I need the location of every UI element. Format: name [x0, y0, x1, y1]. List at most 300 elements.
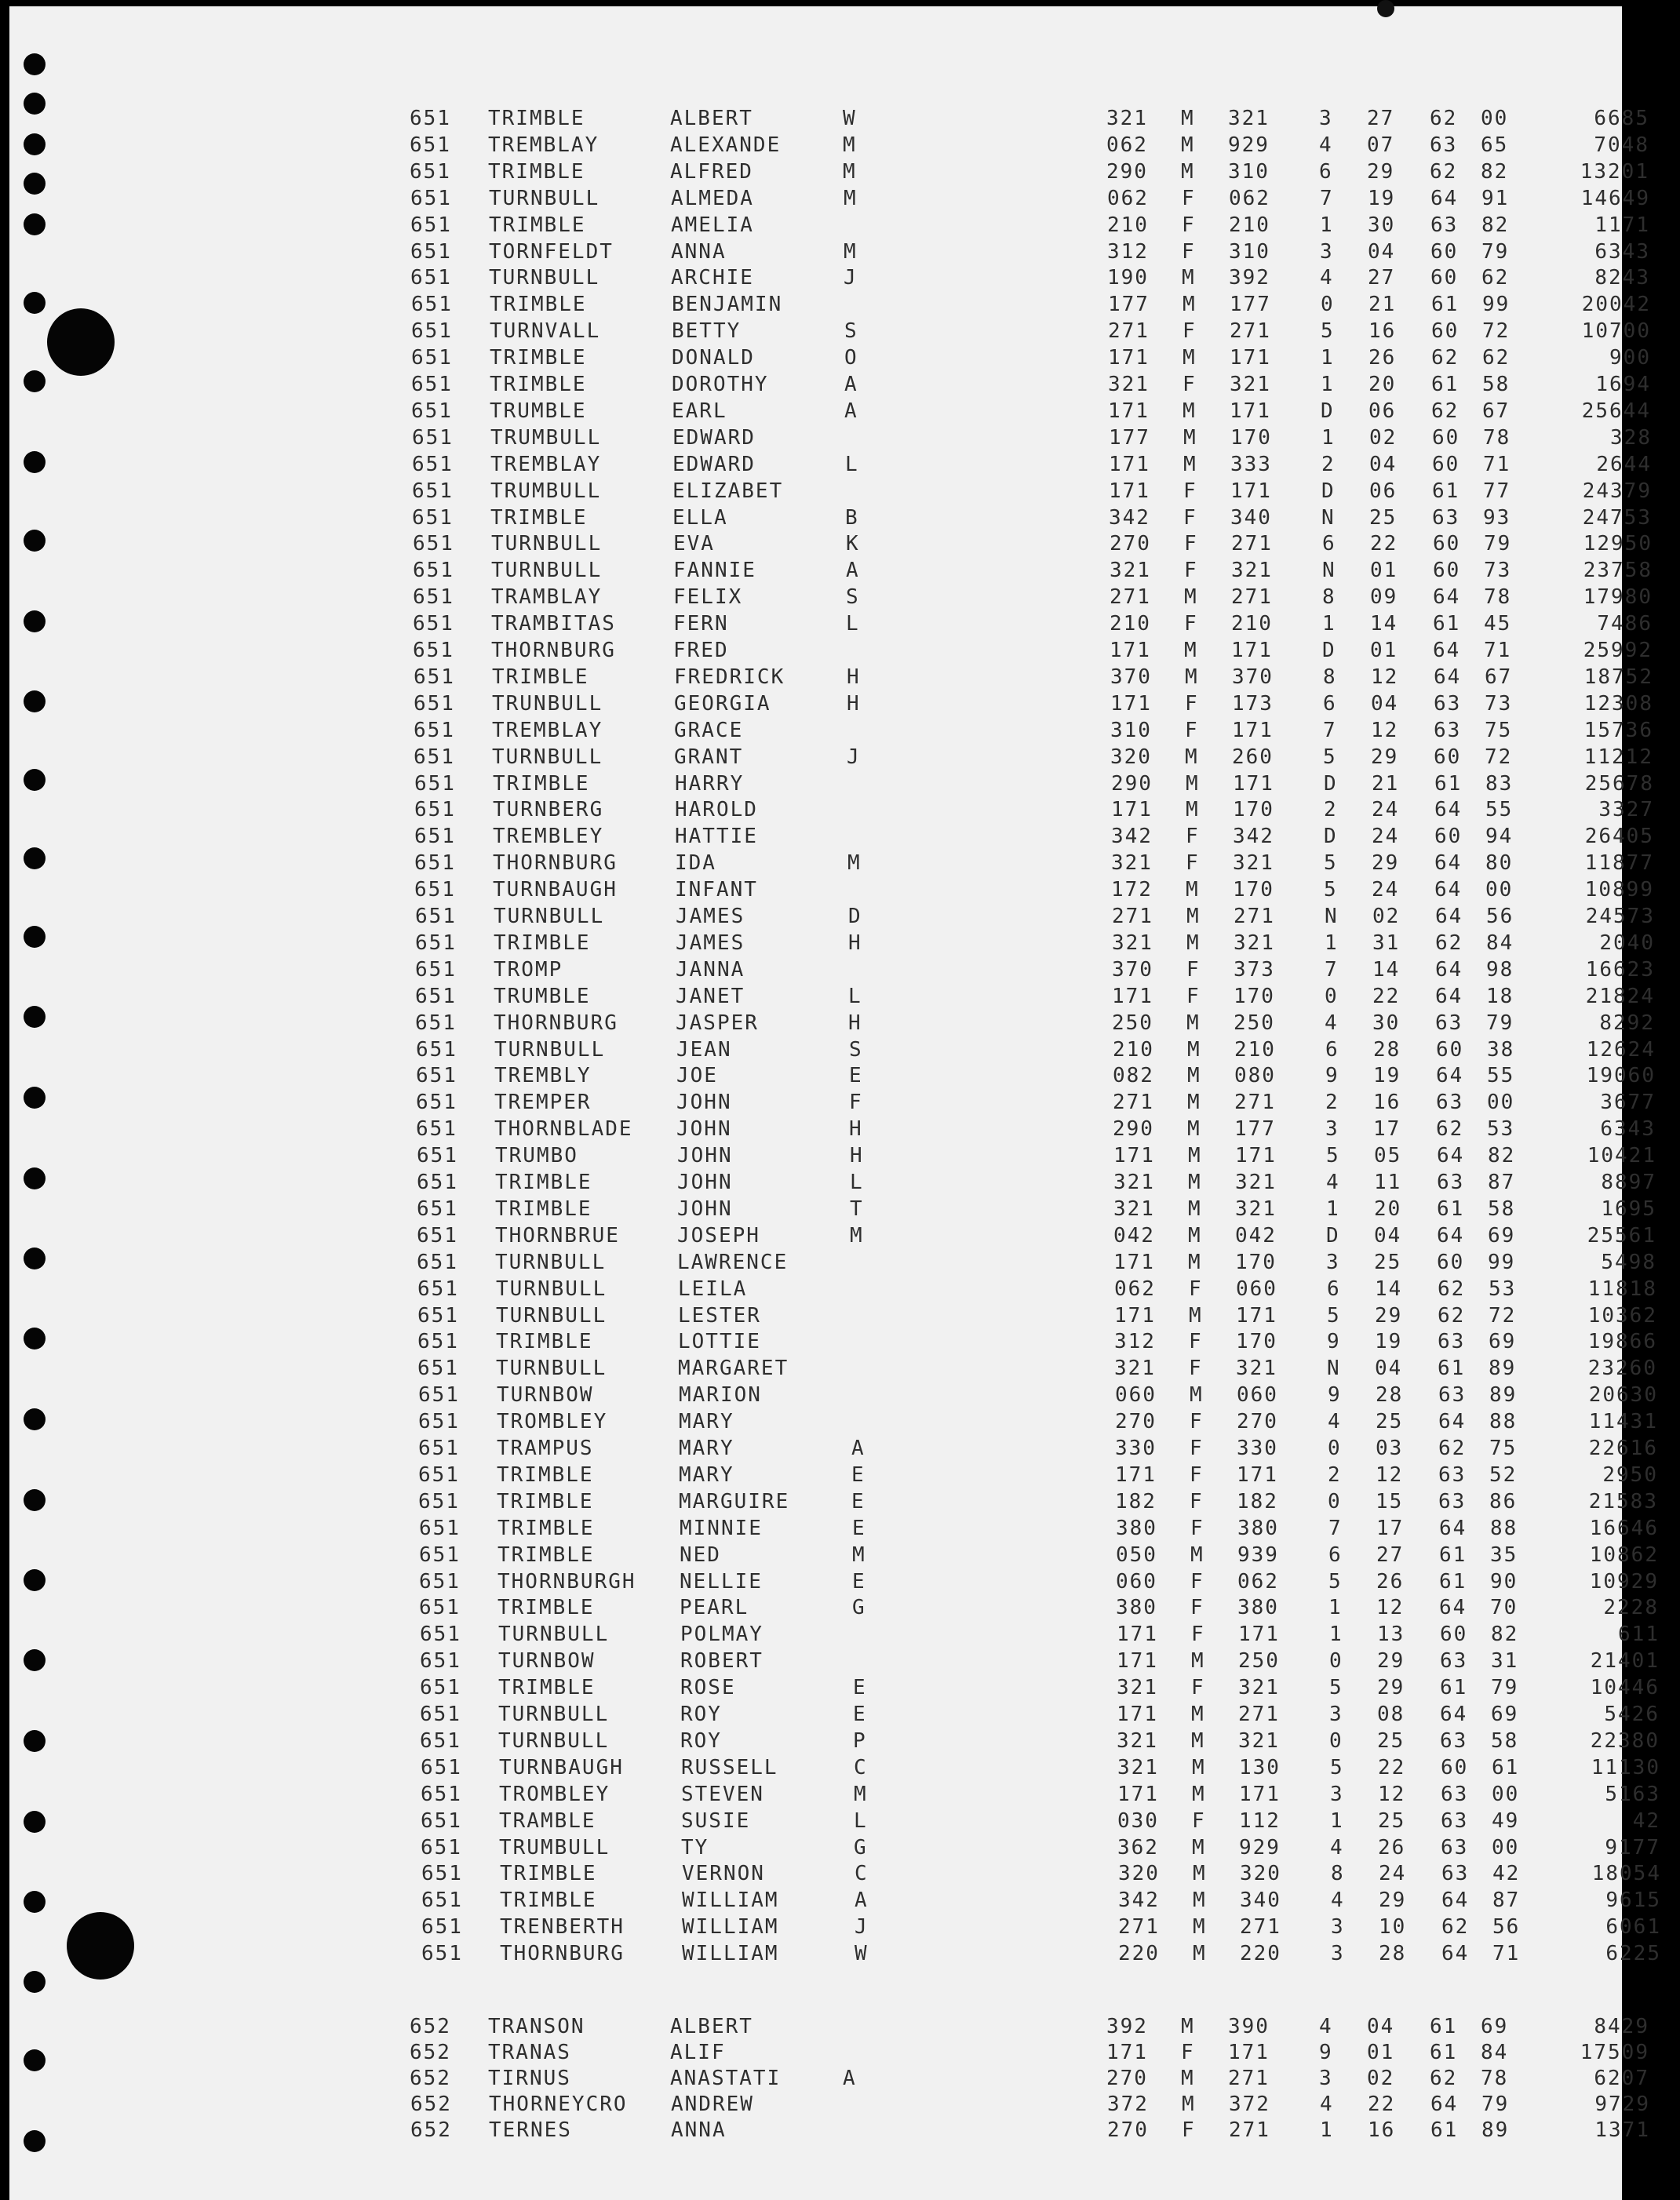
cell-d3: 62 — [1430, 160, 1458, 184]
cell-num: 3677 — [1600, 1091, 1656, 1114]
cell-d1: 1 — [1330, 1809, 1344, 1833]
cell-code1: 380 — [1116, 1517, 1157, 1540]
cell-first: MARY — [679, 1437, 734, 1460]
cell-d2: 04 — [1367, 2015, 1395, 2038]
cell-d2: 22 — [1370, 532, 1398, 555]
cell-d1: D — [1322, 639, 1336, 662]
cell-last: TRUMBLE — [494, 985, 591, 1008]
cell-sex: M — [1184, 639, 1198, 662]
cell-d1: 0 — [1321, 293, 1335, 316]
cell-code1: 270 — [1106, 2067, 1148, 2090]
cell-d1: N — [1321, 506, 1336, 530]
cell-d4: 70 — [1490, 1596, 1518, 1619]
cell-sex: M — [1193, 1889, 1207, 1912]
cell-d3: 60 — [1436, 1038, 1464, 1062]
cell-sex: F — [1189, 1277, 1203, 1301]
cell-group: 651 — [417, 1251, 458, 1274]
cell-code2: 310 — [1228, 160, 1270, 184]
cell-group: 651 — [415, 905, 457, 928]
cell-d3: 61 — [1432, 479, 1460, 503]
cell-d4: 69 — [1481, 2015, 1509, 2038]
cell-d2: 25 — [1376, 1410, 1404, 1433]
cell-code2: 321 — [1238, 1676, 1280, 1699]
binder-hole — [24, 1811, 46, 1833]
cell-code2: 392 — [1229, 266, 1270, 290]
cell-d3: 64 — [1435, 905, 1463, 928]
cell-code2: 171 — [1235, 1144, 1277, 1167]
cell-d3: 63 — [1441, 1809, 1469, 1833]
cell-mi: K — [846, 532, 860, 555]
cell-d1: 9 — [1327, 1330, 1341, 1353]
cell-first: ELLA — [672, 506, 728, 530]
cell-group: 651 — [420, 1623, 461, 1646]
cell-d1: 4 — [1328, 1410, 1342, 1433]
cell-d4: 72 — [1482, 319, 1511, 343]
cell-mi: C — [854, 1756, 868, 1779]
cell-group: 651 — [421, 1809, 462, 1833]
cell-mi: J — [844, 266, 858, 290]
cell-code1: 321 — [1108, 373, 1150, 396]
cell-mi: F — [849, 1091, 863, 1114]
cell-group: 651 — [419, 1517, 461, 1540]
cell-code1: 271 — [1113, 1091, 1154, 1114]
cell-d2: 14 — [1372, 958, 1401, 982]
cell-d2: 25 — [1378, 1809, 1406, 1833]
cell-group: 651 — [420, 1649, 461, 1673]
cell-d2: 15 — [1376, 1490, 1404, 1513]
cell-group: 651 — [414, 878, 456, 901]
cell-last: THORNBURG — [500, 1942, 625, 1965]
record-row — [413, 638, 1653, 663]
cell-code1: 372 — [1107, 2093, 1149, 2116]
cell-mi: E — [853, 1676, 867, 1699]
cell-last: TRUNBULL — [492, 692, 603, 716]
cell-sex: M — [1187, 1117, 1201, 1141]
cell-group: 651 — [417, 1277, 459, 1301]
cell-mi: A — [855, 1889, 869, 1912]
cell-num: 328 — [1610, 426, 1652, 450]
cell-code1: 030 — [1117, 1809, 1159, 1833]
cell-code1: 271 — [1108, 319, 1150, 343]
cell-d1: 0 — [1325, 985, 1339, 1008]
cell-d3: 62 — [1438, 1304, 1466, 1328]
cell-d2: 24 — [1372, 798, 1400, 821]
record-row — [420, 1648, 1660, 1674]
cell-sex: M — [1189, 1304, 1203, 1328]
cell-group: 651 — [410, 187, 452, 210]
cell-group: 652 — [410, 2093, 452, 2116]
cell-code1: 171 — [1109, 479, 1150, 503]
cell-last: TRIMBLE — [490, 346, 587, 370]
cell-code1: 171 — [1109, 453, 1150, 476]
cell-group: 651 — [415, 1011, 457, 1035]
cell-num: 26405 — [1584, 825, 1654, 848]
cell-first: POLMAY — [680, 1623, 763, 1646]
cell-num: 10421 — [1587, 1144, 1656, 1167]
cell-code1: 370 — [1112, 958, 1153, 982]
cell-d1: N — [1327, 1357, 1341, 1380]
cell-last: TIRNUS — [488, 2067, 571, 2090]
record-row — [417, 1170, 1656, 1195]
cell-d3: 63 — [1434, 692, 1462, 716]
cell-d1: 1 — [1329, 1623, 1343, 1646]
cell-d3: 63 — [1438, 1330, 1466, 1353]
cell-d3: 63 — [1438, 1383, 1467, 1407]
cell-first: BETTY — [672, 319, 742, 343]
cell-mi: B — [845, 506, 859, 530]
cell-d4: 56 — [1486, 905, 1514, 928]
cell-code1: 171 — [1115, 1463, 1157, 1487]
binder-hole — [24, 213, 46, 235]
cell-first: MARY — [679, 1463, 734, 1487]
cell-mi: W — [855, 1942, 869, 1965]
cell-code1: 171 — [1117, 1703, 1158, 1726]
record-row — [413, 531, 1653, 556]
cell-d4: 71 — [1483, 453, 1511, 476]
cell-num: 17980 — [1583, 585, 1653, 609]
record-row — [420, 1675, 1660, 1700]
cell-sex: M — [1183, 453, 1197, 476]
cell-code2: 271 — [1228, 2067, 1270, 2090]
cell-last: TRUMBLE — [490, 399, 587, 423]
cell-d4: 00 — [1492, 1783, 1520, 1806]
cell-sex: F — [1191, 1623, 1205, 1646]
cell-code1: 320 — [1110, 745, 1152, 769]
cell-sex: F — [1186, 825, 1200, 848]
cell-mi: H — [847, 692, 861, 716]
record-row — [416, 1090, 1656, 1115]
cell-group: 651 — [418, 1410, 460, 1433]
cell-sex: M — [1183, 399, 1197, 423]
cell-d1: D — [1321, 479, 1336, 503]
cell-d4: 55 — [1487, 1064, 1515, 1087]
cell-sex: M — [1186, 931, 1201, 955]
cell-code1: 321 — [1111, 851, 1153, 875]
cell-num: 18752 — [1583, 665, 1653, 689]
cell-d2: 04 — [1369, 453, 1398, 476]
cell-first: FANNIE — [673, 559, 756, 582]
binder-hole — [24, 769, 46, 791]
record-row — [418, 1382, 1658, 1408]
cell-code1: 290 — [1111, 772, 1153, 796]
cell-first: HAROLD — [675, 798, 758, 821]
cell-group: 651 — [416, 1064, 457, 1087]
cell-d4: 75 — [1489, 1437, 1518, 1460]
cell-last: TRIMBLE — [492, 665, 589, 689]
binder-hole — [24, 1006, 46, 1028]
cell-d4: 89 — [1489, 1383, 1518, 1407]
cell-code2: 130 — [1239, 1756, 1281, 1779]
cell-num: 8292 — [1599, 1011, 1655, 1035]
cell-group: 651 — [410, 133, 451, 157]
record-row — [414, 797, 1654, 822]
cell-d2: 16 — [1373, 1091, 1401, 1114]
cell-d2: 06 — [1368, 399, 1397, 423]
cell-last: TURNBULL — [491, 559, 603, 582]
cell-num: 19866 — [1587, 1330, 1657, 1353]
cell-d2: 07 — [1367, 133, 1395, 157]
cell-code2: 929 — [1228, 133, 1270, 157]
record-row — [410, 2066, 1649, 2091]
cell-d4: 61 — [1492, 1756, 1520, 1779]
cell-code1: 082 — [1113, 1064, 1154, 1087]
cell-sex: F — [1185, 719, 1199, 742]
cell-d4: 49 — [1492, 1809, 1520, 1833]
cell-d2: 27 — [1368, 266, 1396, 290]
cell-d1: 5 — [1324, 851, 1338, 875]
cell-d3: 60 — [1430, 240, 1459, 264]
cell-code1: 270 — [1110, 532, 1151, 555]
binder-hole-large — [67, 1912, 134, 1980]
cell-d4: 62 — [1482, 346, 1511, 370]
cell-sex: M — [1182, 266, 1196, 290]
binder-hole — [24, 292, 46, 314]
binder-hole — [24, 690, 46, 712]
cell-num: 7048 — [1594, 133, 1649, 157]
cell-code2: 171 — [1231, 639, 1273, 662]
cell-d2: 14 — [1375, 1277, 1403, 1301]
cell-mi: M — [843, 160, 857, 184]
cell-code1: 177 — [1109, 426, 1150, 450]
cell-last: TORNFELDT — [489, 240, 614, 264]
cell-num: 23758 — [1583, 559, 1653, 582]
cell-num: 42 — [1632, 1809, 1660, 1833]
cell-d2: 28 — [1376, 1383, 1404, 1407]
cell-last: TURNBULL — [494, 905, 605, 928]
cell-last: TREMBLAY — [492, 719, 603, 742]
cell-sex: F — [1190, 1463, 1204, 1487]
cell-last: TRUMBULL — [499, 1836, 610, 1859]
cell-num: 20630 — [1588, 1383, 1658, 1407]
cell-d1: 5 — [1323, 745, 1337, 769]
cell-first: ALBERT — [670, 107, 753, 130]
cell-group: 651 — [414, 692, 455, 716]
cell-d3: 61 — [1430, 2015, 1458, 2038]
cell-sex: F — [1182, 187, 1196, 210]
cell-first: EDWARD — [672, 426, 756, 450]
cell-first: MARGUIRE — [679, 1490, 790, 1513]
cell-first: ROY — [680, 1703, 722, 1726]
cell-d4: 83 — [1485, 772, 1514, 796]
cell-d4: 88 — [1489, 1410, 1518, 1433]
cell-d2: 26 — [1376, 1570, 1405, 1594]
cell-d4: 82 — [1488, 1144, 1516, 1167]
cell-group: 652 — [410, 2015, 451, 2038]
cell-code1: 171 — [1108, 346, 1150, 370]
cell-d1: 0 — [1329, 1729, 1343, 1753]
cell-code1: 321 — [1106, 107, 1148, 130]
cell-d2: 25 — [1369, 506, 1398, 530]
cell-num: 611 — [1618, 1623, 1660, 1646]
cell-first: BENJAMIN — [672, 293, 783, 316]
cell-code1: 171 — [1110, 639, 1151, 662]
cell-mi: A — [844, 373, 858, 396]
record-row — [413, 611, 1653, 636]
cell-first: EVA — [673, 532, 715, 555]
cell-group: 651 — [417, 1144, 458, 1167]
cell-d3: 63 — [1437, 1171, 1465, 1194]
cell-code2: 062 — [1229, 187, 1270, 210]
cell-d1: 3 — [1319, 2067, 1333, 2090]
cell-d2: 19 — [1373, 1064, 1401, 1087]
cell-d1: 4 — [1319, 2015, 1333, 2038]
cell-d4: 00 — [1487, 1091, 1515, 1114]
cell-group: 651 — [418, 1490, 460, 1513]
cell-mi: M — [850, 1224, 864, 1248]
cell-code2: 062 — [1237, 1570, 1279, 1594]
cell-first: HARRY — [675, 772, 745, 796]
cell-d1: D — [1324, 825, 1338, 848]
cell-d3: 60 — [1433, 532, 1461, 555]
cell-d2: 21 — [1368, 293, 1397, 316]
cell-first: ANDREW — [671, 2093, 754, 2116]
cell-mi: W — [843, 107, 857, 130]
cell-code1: 312 — [1114, 1330, 1156, 1353]
cell-first: PEARL — [680, 1596, 749, 1619]
cell-num: 1371 — [1594, 2118, 1650, 2142]
cell-d2: 26 — [1368, 346, 1397, 370]
cell-group: 651 — [417, 1224, 458, 1248]
cell-d2: 12 — [1371, 719, 1399, 742]
cell-d2: 29 — [1377, 1676, 1405, 1699]
cell-group: 651 — [413, 639, 454, 662]
cell-sex: F — [1189, 1357, 1203, 1380]
cell-sex: F — [1186, 851, 1200, 875]
cell-d4: 52 — [1489, 1463, 1518, 1487]
cell-group: 651 — [411, 399, 453, 423]
cell-group: 651 — [417, 1171, 458, 1194]
cell-sex: F — [1184, 559, 1198, 582]
cell-d2: 19 — [1375, 1330, 1403, 1353]
cell-d3: 61 — [1430, 2041, 1458, 2064]
cell-num: 6207 — [1594, 2067, 1649, 2090]
cell-d4: 79 — [1486, 1011, 1514, 1035]
binder-hole — [24, 370, 46, 392]
cell-sex: M — [1193, 1915, 1207, 1939]
cell-d3: 62 — [1431, 346, 1460, 370]
cell-code1: 171 — [1106, 2041, 1148, 2064]
record-row — [410, 2118, 1650, 2143]
cell-num: 21583 — [1588, 1490, 1658, 1513]
record-row — [416, 1037, 1656, 1062]
cell-mi: E — [852, 1570, 866, 1594]
cell-d3: 62 — [1430, 107, 1458, 130]
cell-last: THORNBURG — [491, 639, 616, 662]
cell-d1: 8 — [1323, 665, 1337, 689]
cell-last: TURNBULL — [489, 266, 600, 290]
cell-d3: 63 — [1441, 1862, 1470, 1885]
cell-d4: 79 — [1481, 240, 1510, 264]
record-row — [414, 691, 1653, 716]
cell-d1: 5 — [1326, 1144, 1340, 1167]
cell-sex: M — [1192, 1836, 1206, 1859]
cell-code1: 310 — [1110, 719, 1152, 742]
cell-code2: 171 — [1233, 772, 1274, 796]
cell-first: DOROTHY — [672, 373, 769, 396]
cell-mi: E — [851, 1490, 866, 1513]
cell-code2: 271 — [1238, 1703, 1280, 1726]
cell-d3: 62 — [1435, 931, 1463, 955]
cell-first: JAMES — [676, 905, 745, 928]
cell-d4: 71 — [1484, 639, 1512, 662]
cell-d1: 4 — [1320, 266, 1334, 290]
cell-code2: 271 — [1229, 2118, 1270, 2142]
record-row — [411, 372, 1651, 397]
record-row — [421, 1941, 1661, 1966]
binder-hole — [24, 1328, 46, 1350]
cell-d4: 58 — [1482, 373, 1511, 396]
cell-last: THORNBLADE — [494, 1117, 633, 1141]
cell-num: 900 — [1609, 346, 1651, 370]
cell-num: 7486 — [1597, 612, 1653, 636]
cell-mi: A — [844, 399, 858, 423]
cell-code2: 170 — [1235, 1251, 1277, 1274]
cell-d4: 67 — [1485, 665, 1513, 689]
cell-d1: 4 — [1330, 1836, 1344, 1859]
binder-hole — [24, 451, 46, 473]
cell-first: JOHN — [677, 1144, 733, 1167]
cell-code2: 330 — [1237, 1437, 1278, 1460]
cell-code2: 170 — [1230, 426, 1272, 450]
cell-code1: 342 — [1111, 825, 1153, 848]
record-row — [416, 1063, 1656, 1088]
cell-num: 1695 — [1601, 1197, 1656, 1221]
cell-group: 651 — [416, 1038, 457, 1062]
cell-d4: 84 — [1481, 2041, 1509, 2064]
cell-num: 25644 — [1581, 399, 1651, 423]
cell-code2: 380 — [1237, 1596, 1279, 1619]
cell-code2: 271 — [1231, 532, 1273, 555]
cell-sex: F — [1190, 1410, 1204, 1433]
cell-first: WILLIAM — [682, 1942, 779, 1965]
cell-d2: 31 — [1372, 931, 1401, 955]
records-table — [9, 7, 1661, 2200]
cell-mi: L — [850, 1171, 864, 1194]
cell-last: THORNBURG — [493, 851, 618, 875]
cell-first: JEAN — [676, 1038, 732, 1062]
cell-sex: M — [1182, 2093, 1196, 2116]
cell-mi: J — [855, 1915, 869, 1939]
cell-code1: 171 — [1108, 399, 1150, 423]
record-row — [414, 771, 1654, 796]
cell-code1: 271 — [1110, 585, 1151, 609]
cell-d3: 61 — [1431, 373, 1460, 396]
cell-mi: S — [844, 319, 858, 343]
cell-d2: 01 — [1367, 2041, 1395, 2064]
cell-d2: 30 — [1368, 213, 1396, 237]
record-row — [415, 1011, 1655, 1036]
cell-first: RUSSELL — [681, 1756, 778, 1779]
cell-sex: F — [1189, 1330, 1203, 1353]
cell-code1: 182 — [1115, 1490, 1157, 1513]
cell-d3: 64 — [1437, 1224, 1465, 1248]
cell-first: EDWARD — [672, 453, 756, 476]
cell-sex: M — [1183, 293, 1197, 316]
cell-d1: 3 — [1326, 1251, 1340, 1274]
cell-d1: 1 — [1325, 931, 1339, 955]
cell-group: 651 — [412, 453, 454, 476]
cell-first: GEORGIA — [674, 692, 771, 716]
cell-d3: 60 — [1430, 266, 1459, 290]
cell-num: 6343 — [1594, 240, 1650, 264]
cell-first: FERN — [673, 612, 729, 636]
cell-d4: 78 — [1483, 426, 1511, 450]
cell-code1: 177 — [1108, 293, 1150, 316]
cell-first: JASPER — [676, 1011, 759, 1035]
cell-group: 651 — [419, 1543, 461, 1567]
cell-sex: M — [1183, 426, 1197, 450]
cell-d2: 10 — [1379, 1915, 1407, 1939]
